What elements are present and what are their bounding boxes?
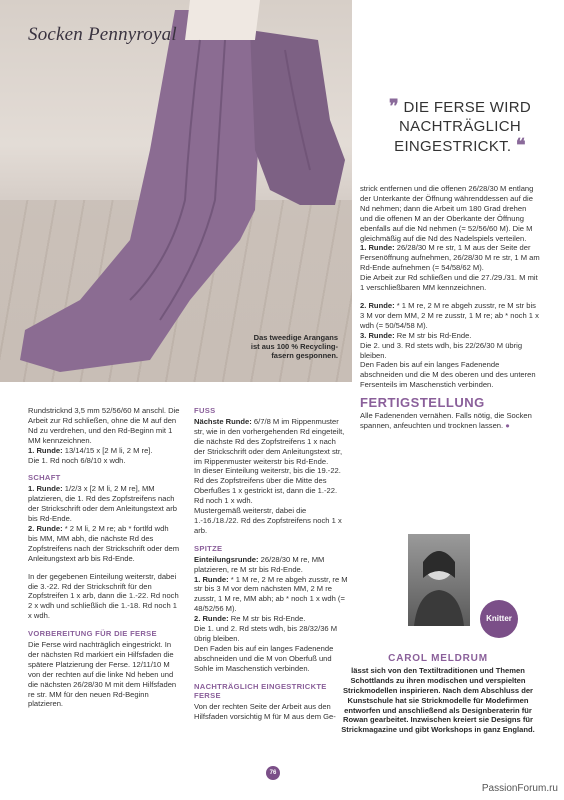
fuss-paragraph [194,417,348,536]
author-portrait [408,534,470,626]
quote-open-icon: ❞ [388,96,399,116]
schaft-more: In der gegebenen Einteilung weiterstr, dabei die 3.-22. Rd der Strickschrift für den Zopfstreifen 1 x arb, dann die 1.-22. Rd noch 2 x wdh und schließlich die 1.-18. Rd noch 1 x wdh. [28,571,179,621]
schaft-paragraph [28,484,180,563]
spitze-label: Einteilungsrunde: [194,554,259,564]
author-name: CAROL MELDRUM [388,653,488,664]
fuss-text: 6/7/8 M im Rippenmuster str, wie in den vorhergehenden Rd eingeteilt, die nächste Rd des Zopfstreifens 1 x nach der Strickschrift oder dem Anleitungstext str, im Rippenmuster weiterstr bis Rd-Ende. [194,416,345,466]
photo-caption: Das tweedige Arangans ist aus 100 % Recycling-fasern gesponnen. [250,333,338,360]
schaft-r1-label: 1. Runde: [28,484,63,494]
portrait-figure [408,534,470,626]
col3-r2-label: 2. Runde: [360,300,395,310]
spitze-heading: SPITZE [194,543,223,553]
col3-text4: Den Faden bis auf ein langes Fadenende abschneiden und die M des oberen und des unteren Fersenteils im Maschenstich verbinden. [360,360,536,390]
vorbereitung-heading: VORBEREITUNG FÜR DIE FERSE [28,629,157,639]
spitze-text: 26/28/30 M re, MM platzieren, re M str bis Rd-Ende. [194,554,325,574]
end-mark-icon: ● [505,420,510,430]
watermark: PassionForum.ru [481,783,558,794]
hero-photo [0,0,352,382]
author-box [338,654,538,735]
schaft-r2-label: 2. Runde: [28,523,63,533]
fuss-more2: Mustergemäß weiterstr, dabei die 1.-16./18./22. Rd des Zopfstreifens noch 1 x arb. [194,506,342,535]
column-3 [360,184,540,439]
fuss-more: In dieser Einteilung weiterstr, bis die 19.-22. Rd des Zopfstreifens über die Mitte des Oberfußes 1 x gestrickt ist, dann die 1.-22. Rd noch 1 x wdh. [194,466,341,506]
nachtraeglich-text: Von der rechten Seite der Arbeit aus den Hilfsfaden vorsichtig M für M aus dem Ge- [194,702,336,722]
fertigstellung-text [360,411,540,431]
col3-r1-text: 26/28/30 M re str, 1 M aus der Seite der Fersenöffnung aufnehmen, 26/28/30 M re str, 1 M am Rd-Ende aufnehmen (= 54/58/62 M). [360,243,540,273]
col3-r1-label: 1. Runde: [360,243,395,253]
col3-r3-text: Re M str bis Rd-Ende. [394,330,472,340]
pull-quote [370,97,550,156]
intro-more: Die 1. Rd noch 6/8/10 x wdh. [28,455,126,465]
column-1 [28,406,180,717]
socks-illustration [0,0,352,382]
spitze-r1-label: 1. Runde: [194,574,229,584]
col3-r3-label: 3. Runde: [360,330,395,340]
spitze-more: Die 1. und 2. Rd stets wdh, bis 28/32/36 M übrig bleiben. [194,624,338,643]
author-bio: lässt sich von den Textiltraditionen und Themen Schottlands zu ihren modischen und verspielten Strickmodellen inspirieren. Nach dem Abschluss der Kunstschule hat sie Strickmodelle für Modefirmen entworfen und anschließend als Designberaterin für Rowan gearbeitet. Inzwischen kreiert sie Designs für Strickmagazine und gibt Workshops in ganz England. [341,665,535,735]
schaft-r2-text: * 2 M li, 2 M re; ab * fortlfd wdh bis MM, MM abh, die nächste Rd des Zopfstreifens nach der Strickschrift oder dem Anleitungstext arb bis Rd-Ende. [28,523,180,563]
col3-paragraph-2 [360,301,540,390]
col3-text2: Die Arbeit zur Rd schließen und die 27./29./31. M mit 1 verschließbaren MM kennzeichnen. [360,273,538,293]
spitze-paragraph [194,555,348,674]
col3-paragraph-1 [360,184,540,293]
col3-text3: Die 2. und 3. Rd stets wdh, bis 22/26/30 M übrig bleiben. [360,340,523,360]
intro-r1-text: 13/14/15 x [2 M li, 2 M re]. [62,445,153,455]
vorbereitung-text: Die Ferse wird nachträglich eingestrickt. In der nächsten Rd markiert ein Hilfsfaden die spätere Platzierung der Ferse. 12/11/10 M von der rechten auf die linke Nd heben und die nächsten 26/28/30 M mit dem Hilfsfaden re str. MM für den neuen Rd-Beginn platzieren. [28,640,177,709]
schaft-heading: SCHAFT [28,473,61,483]
pattern-title: Socken Pennyroyal [28,24,177,45]
schaft-r1-text: 1/2/3 x [2 M li, 2 M re], MM platzieren, die 1. Rd des Zopfstreifens nach der Strickschrift oder dem Anleitungstext arb bis Rd-Ende. [28,484,177,524]
fuss-label: Nächste Runde: [194,416,252,426]
quote-close-icon: ❝ [515,135,526,155]
column-2 [194,406,348,730]
spitze-more2: Den Faden bis auf ein langes Fadenende abschneiden und die M von Oberfuß und Sohle im Maschenstich verbinden. [194,643,334,673]
intro-text: Rundstricknd 3,5 mm 52/56/60 M anschl. Die Arbeit zur Rd schließen, ohne die M auf den Nd zu verdrehen, und den Rd-Beginn mit 1 MM kennzeichnen. [28,406,180,445]
fertigstellung-body: Alle Fadenenden vernähen. Falls nötig, die Socken spannen, anfeuchten und trocknen lassen. [360,411,532,430]
col3-r2-text: * 1 M re, 2 M re abgeh zusstr, re M str bis 3 M vor dem MM, 2 M re zusstr, 1 M re; ab * noch 1 x wdh (= 50/54/58 M). [360,300,539,330]
col3-text1: strick entfernen und die offenen 26/28/30 M entlang der Unterkante der Öffnung währenddessen auf die Nd nehmen; dann die Arbeit um 180 Grad drehen und die offenen M an der Oberkante der Öffnung ebenfalls auf die Nd nehmen (= 52/56/60 M). Die M gleichmäßig auf die Nd des Nadelspiels verteilen. [360,184,534,243]
page-number: 76 [266,766,280,780]
fuss-heading: FUSS [194,406,216,415]
spitze-r1-text: * 1 M re, 2 M re abgeh zusstr, re M str bis 3 M vor dem nächsten MM, 2 M re zusstr, 1 M re, MM abh; ab * noch 1 x wdh (= 48/52/56 M). [194,574,348,614]
knitter-logo: Knitter [480,600,518,638]
spitze-r2-label: 2. Runde: [194,614,229,624]
fertigstellung-heading: FERTIGSTELLUNG [360,395,485,411]
intro-r1-label: 1. Runde: [28,445,63,455]
spitze-r2-text: Re M str bis Rd-Ende. [228,614,306,624]
intro-paragraph [28,406,180,465]
pull-quote-text: DIE FERSE WIRD NACHTRÄGLICH EINGESTRICKT. [394,99,531,155]
nachtraeglich-heading: NACHTRÄGLICH EINGESTRICKTE FERSE [194,681,327,701]
